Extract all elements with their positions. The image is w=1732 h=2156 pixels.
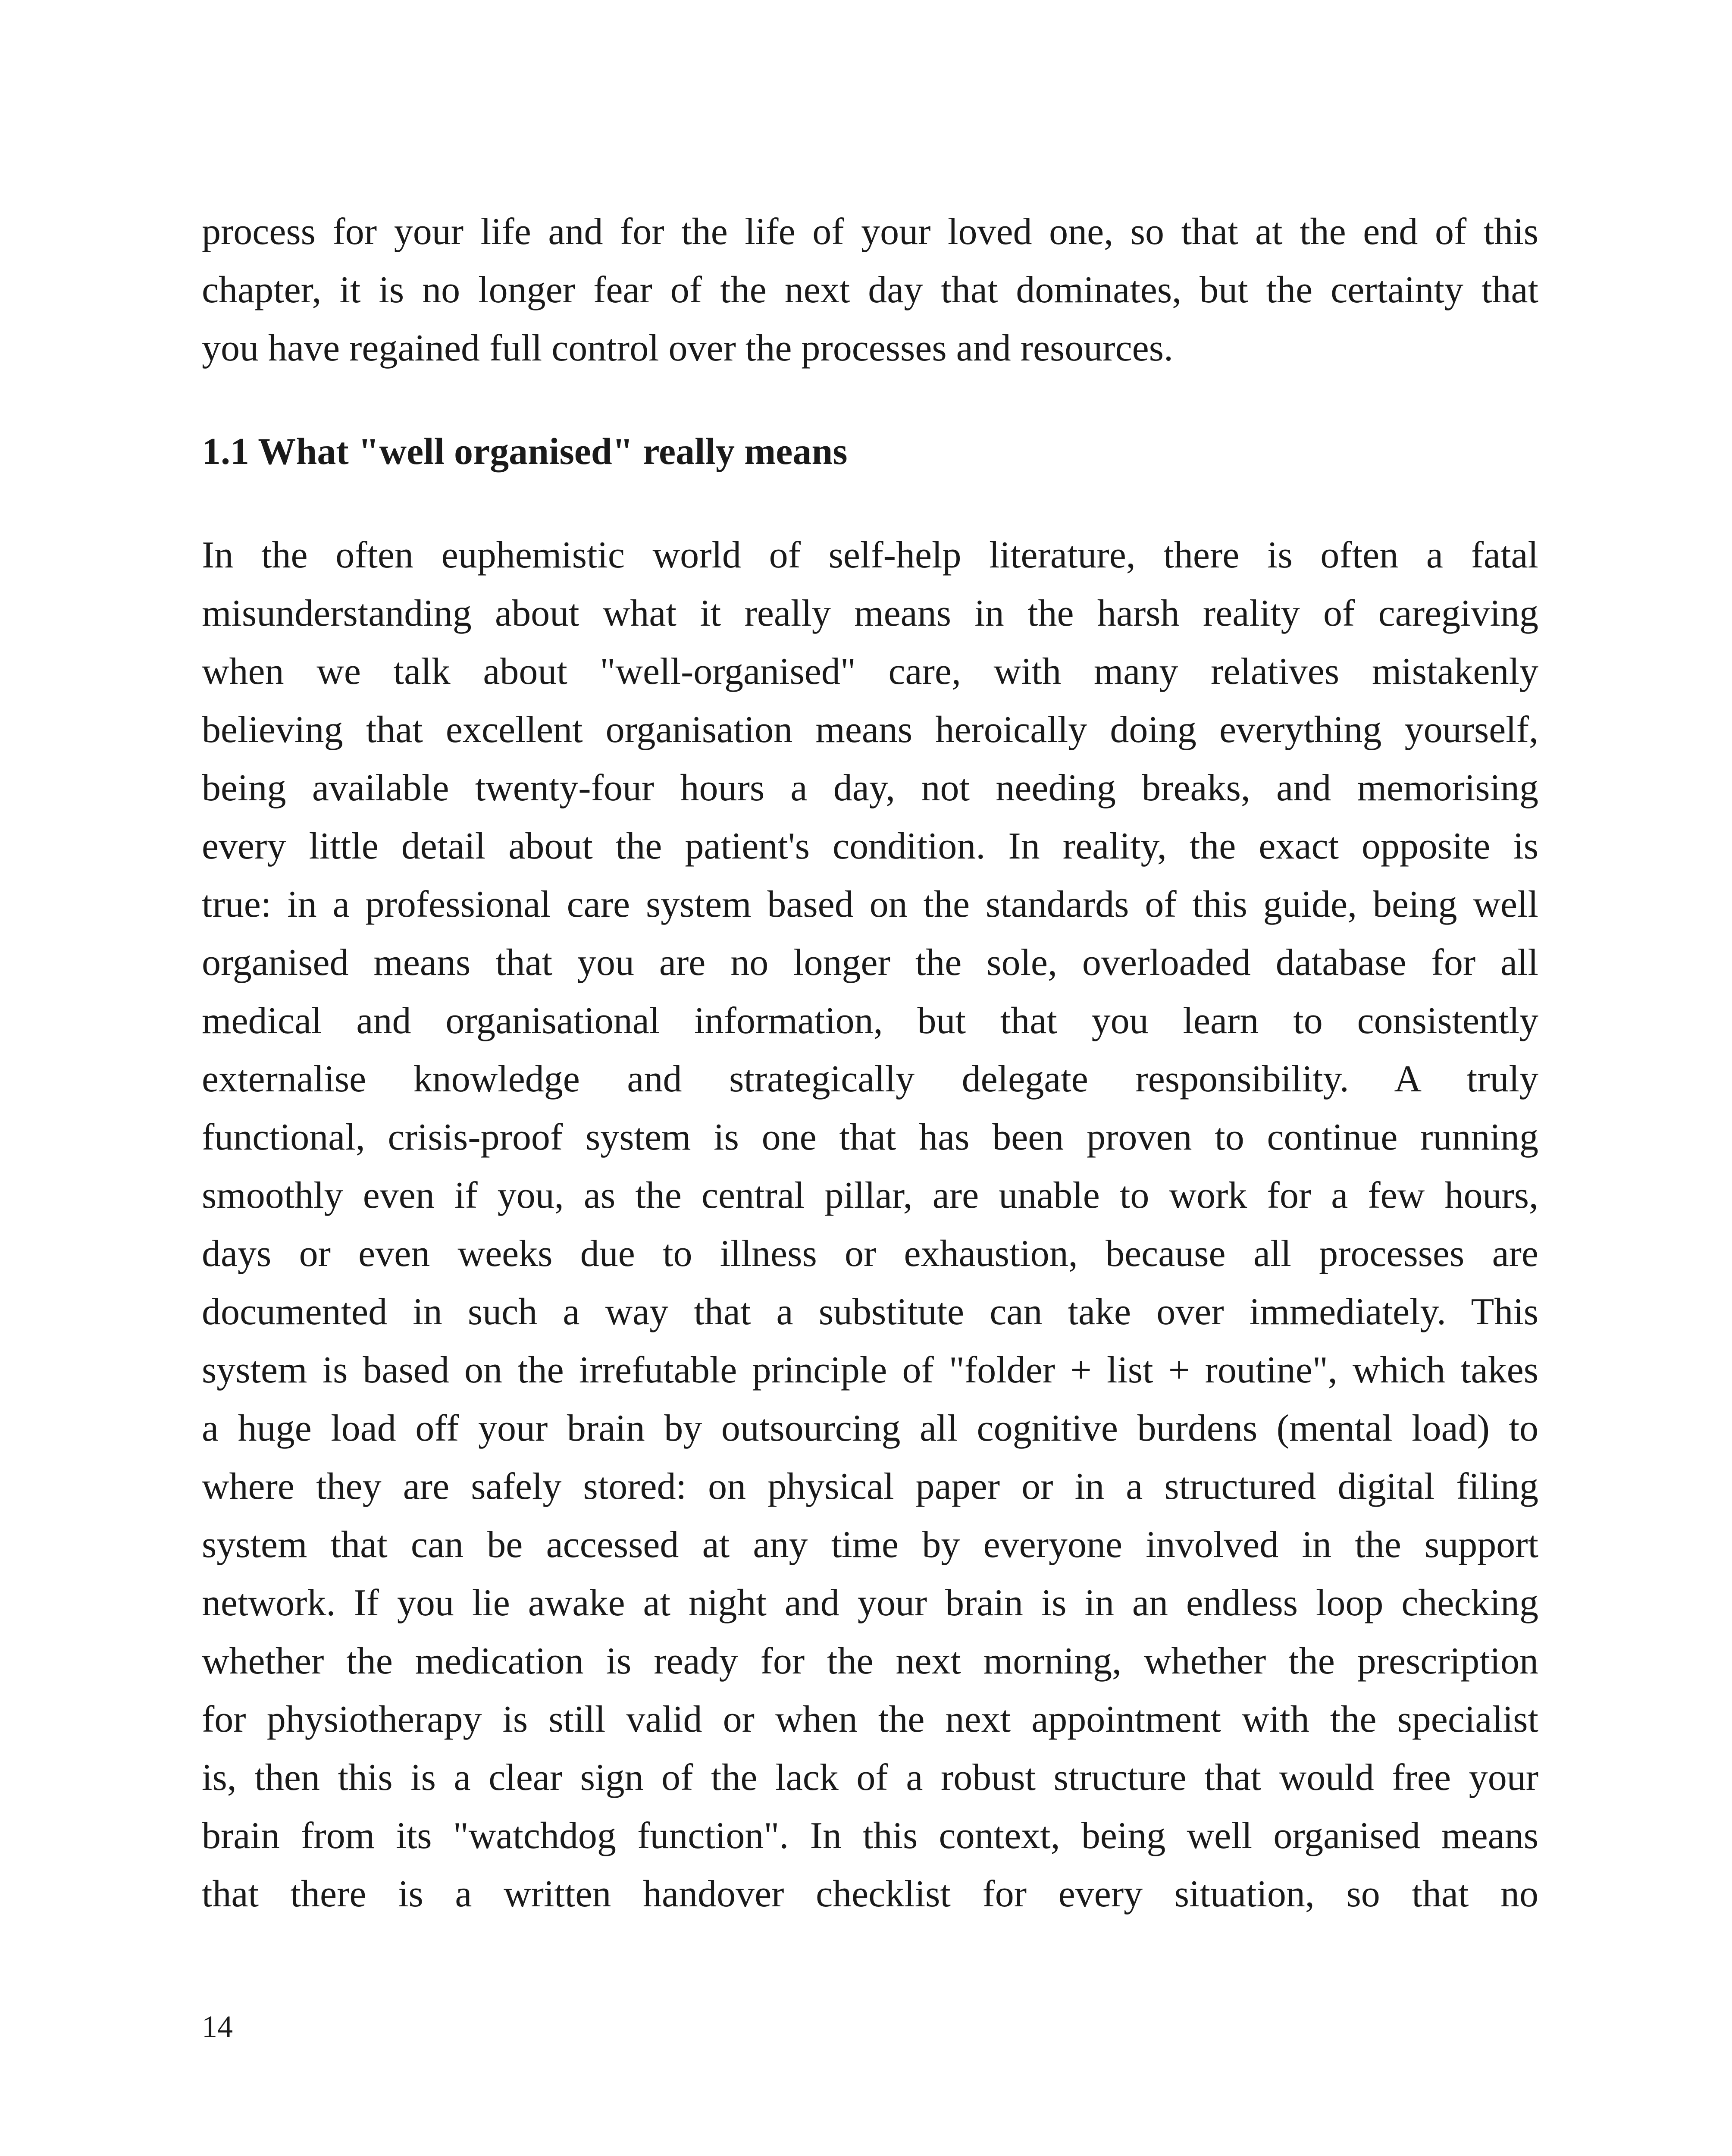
body-line: misunderstanding about what it really means in the harsh reality of caregiving bbox=[202, 592, 1538, 634]
body-line: system that can be accessed at any time by everyone involved in the support bbox=[202, 1524, 1538, 1566]
body-line: believing that excellent organisation means heroically doing everything yourself, bbox=[202, 709, 1538, 751]
body-line: organised means that you are no longer the sole, overloaded database for all bbox=[202, 942, 1538, 984]
body-line: documented in such a way that a substitute can take over immediately. This bbox=[202, 1291, 1538, 1333]
body-line: where they are safely stored: on physical paper or in a structured digital filing bbox=[202, 1466, 1538, 1507]
section-heading: 1.1 What "well organised" really means bbox=[202, 431, 848, 473]
body-line: functional, crisis-proof system is one that has been proven to continue running bbox=[202, 1116, 1538, 1158]
body-line: true: in a professional care system based on the standards of this guide, being well bbox=[202, 884, 1538, 925]
body-line: that there is a written handover checklist for every situation, so that no bbox=[202, 1873, 1538, 1915]
body-line: In the often euphemistic world of self-help literature, there is often a fatal bbox=[202, 534, 1538, 576]
body-line: network. If you lie awake at night and your brain is in an endless loop checking bbox=[202, 1582, 1538, 1624]
intro-line: process for your life and for the life of your loved one, so that at the end of this bbox=[202, 211, 1538, 253]
intro-line: chapter, it is no longer fear of the next day that dominates, but the certainty that bbox=[202, 269, 1538, 311]
body-line: brain from its "watchdog function". In this context, being well organised means bbox=[202, 1815, 1538, 1857]
body-line: every little detail about the patient's condition. In reality, the exact opposite is bbox=[202, 825, 1538, 867]
body-line: being available twenty-four hours a day, not needing breaks, and memorising bbox=[202, 767, 1538, 809]
body-line: days or even weeks due to illness or exhaustion, because all processes are bbox=[202, 1233, 1538, 1275]
body-line: externalise knowledge and strategically delegate responsibility. A truly bbox=[202, 1058, 1538, 1100]
body-line: when we talk about "well-organised" care, with many relatives mistakenly bbox=[202, 651, 1538, 693]
body-line: a huge load off your brain by outsourcing all cognitive burdens (mental load) to bbox=[202, 1407, 1538, 1449]
body-line: smoothly even if you, as the central pillar, are unable to work for a few hours, bbox=[202, 1175, 1538, 1216]
body-line: whether the medication is ready for the next morning, whether the prescription bbox=[202, 1640, 1538, 1682]
body-line: medical and organisational information, but that you learn to consistently bbox=[202, 1000, 1538, 1042]
body-line: is, then this is a clear sign of the lack of a robust structure that would free your bbox=[202, 1757, 1538, 1799]
body-line: for physiotherapy is still valid or when the next appointment with the specialist bbox=[202, 1698, 1538, 1740]
intro-line: you have regained full control over the processes and resources. bbox=[202, 327, 1173, 369]
body-line: system is based on the irrefutable principle of "folder + list + routine", which takes bbox=[202, 1349, 1538, 1391]
page-number: 14 bbox=[202, 2009, 233, 2044]
